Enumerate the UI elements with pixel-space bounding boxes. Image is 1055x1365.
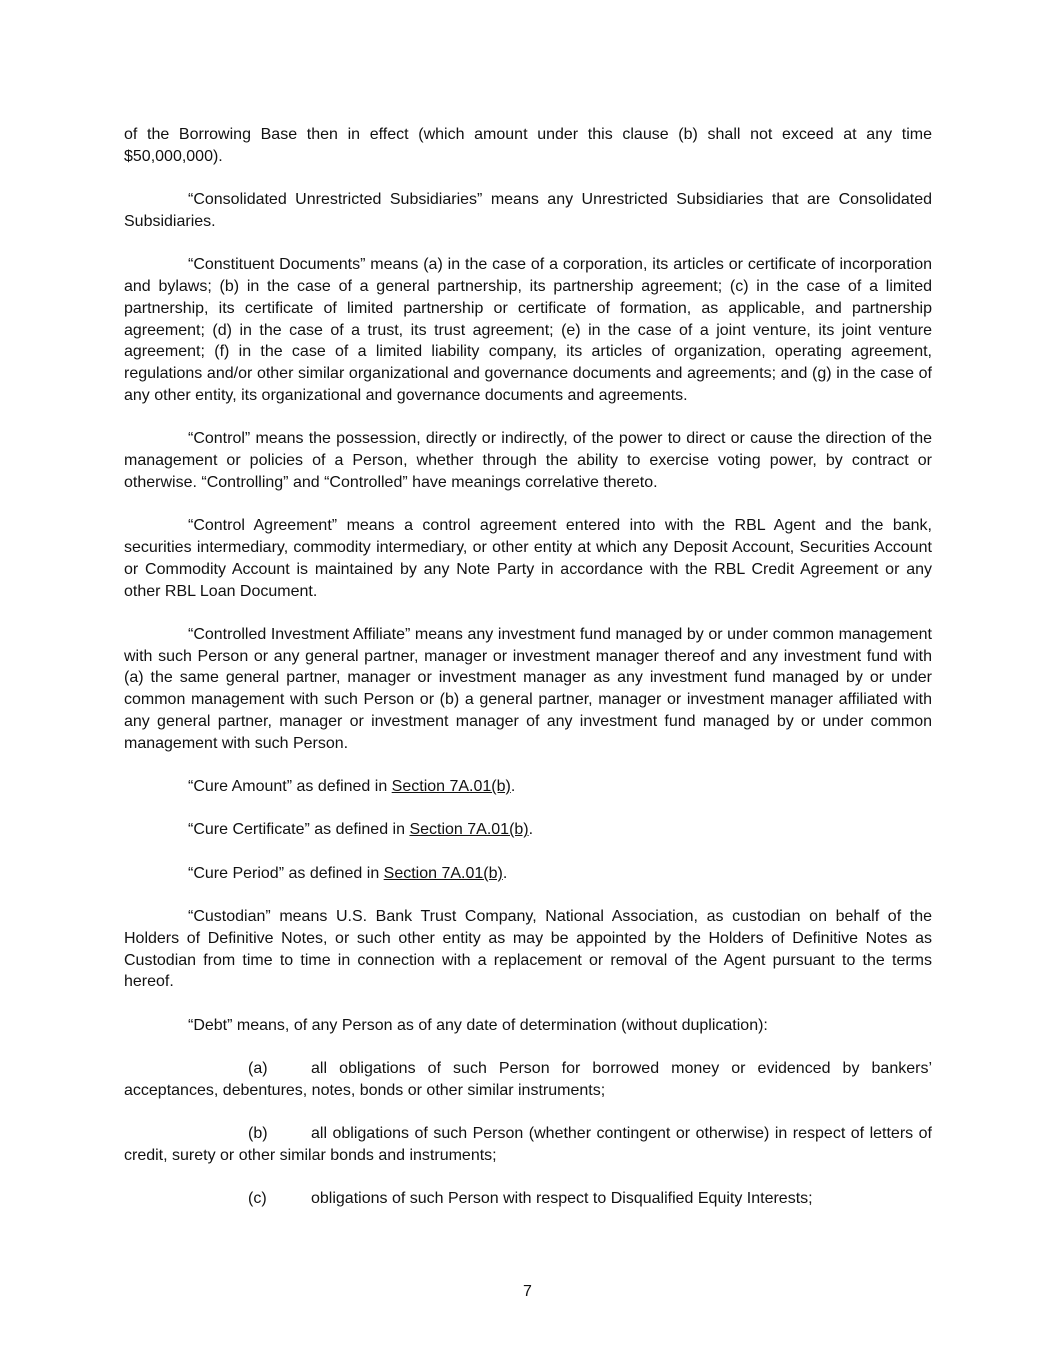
debt-item-text: all obligations of such Person (whether contingent or otherwise) in respect of letters of credit, surety or other similar bonds and instruments; [124,1125,932,1164]
definition-constituent-documents: “Constituent Documents” means (a) in the case of a corporation, its articles or certificate of incorporation and bylaws; (b) in the case of a general partnership, its partnership agreement; (c) in the case of a limited partnership, its certificate of limited partnership or certificate of formation, as applicable, and partnership agreement; (d) in the case of a trust, its trust agreement; (e) in the case of a joint venture, its joint venture agreement; (f) in the case of a limited liability company, its articles of organization, operating agreement, regulations and/or other similar organizational and governance documents and agreements; and (g) in the case of any other entity, its organizational and governance documents and agreements. [124,256,932,404]
debt-item-label: (a) [248,1060,268,1077]
debt-item-b [124,1123,932,1167]
cure-amount-text: “Cure Amount” as defined in [188,778,392,796]
definition-controlled-investment-affiliate: “Controlled Investment Affiliate” means any investment fund managed by or under common management with such Person or any general partner, manager or investment manager thereof and any investment fund with (a) the same general partner, manager or investment manager as any investment fund managed by or under common management with such Person or (b) a general partner, manager or investment manager affiliated with any general partner, manager or investment manager of any investment fund managed by or under common management with such Person. [124,625,932,752]
definition-control: “Control” means the possession, directly or indirectly, of the power to direct or cause the direction of the management or policies of a Person, whether through the ability to exercise voting power, by contract or otherwise. “Controlling” and “Controlled” have meanings correlative thereto. [124,430,932,491]
debt-item-label: (b) [248,1125,268,1143]
page-number: 7 [523,1283,532,1300]
cure-period-section-link: Section 7A.01(b) [383,864,503,882]
document-page [124,124,932,1231]
debt-item-c [124,1188,932,1210]
definition-consolidated-unrestricted-subsidiaries: “Consolidated Unrestricted Subsidiaries” means any Unrestricted Subsidiaries that are Consolidated Subsidiaries. [124,191,932,230]
definition-cure-amount [124,776,932,798]
debt-item-label: (c) [248,1190,267,1208]
definition-cure-period [124,863,932,885]
definition-debt: “Debt” means, of any Person as of any date of determination (without duplication): [188,1016,768,1034]
debt-item-a [124,1058,932,1102]
definition-control-agreement: “Control Agreement” means a control agreement entered into with the RBL Agent and the bank, securities intermediary, commodity intermediary, or other entity at which any Deposit Account, Securities Account or Commodity Account is maintained by any Note Party in accordance with the RBL Credit Agreement or any other RBL Loan Document. [124,517,932,600]
cure-certificate-text: “Cure Certificate” as defined in [188,821,410,839]
cure-certificate-period: . [528,821,534,839]
debt-item-text: obligations of such Person with respect to Disqualified Equity Interests; [311,1190,813,1208]
cure-period-period: . [502,864,508,882]
definition-cure-certificate [124,819,932,841]
debt-item-text: all obligations of such Person for borrowed money or evidenced by bankers’ acceptances, debentures, notes, bonds or other similar instruments; [124,1060,932,1099]
cure-amount-period: . [510,778,516,796]
cure-period-text: “Cure Period” as defined in [188,864,384,882]
definition-custodian: “Custodian” means U.S. Bank Trust Company, National Association, as custodian on behalf of the Holders of Definitive Notes, or such other entity as may be appointed by the Holders of Definitive Notes as Custodian from time to time in connection with a replacement or removal of the Agent pursuant to the terms hereof. [124,908,932,991]
cure-certificate-section-link: Section 7A.01(b) [409,821,529,839]
cure-amount-section-link: Section 7A.01(b) [391,778,511,796]
continuation-paragraph: of the Borrowing Base then in effect (which amount under this clause (b) shall not exceed at any time $50,000,000). [124,126,932,165]
